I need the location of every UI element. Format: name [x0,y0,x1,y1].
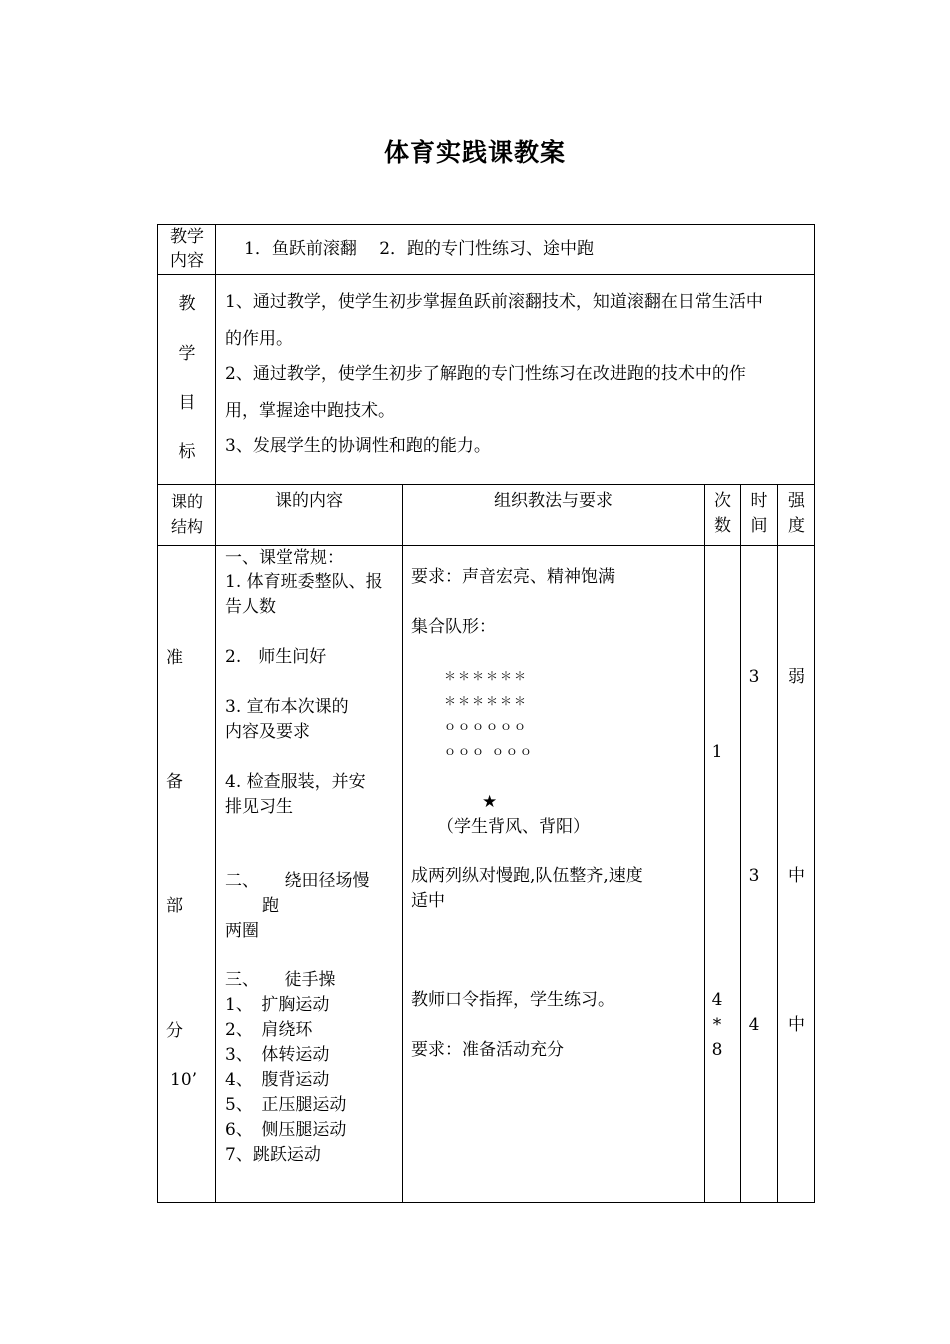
section-char: 分 [166,1021,183,1041]
requirement-text: 要求：准备活动充分 [411,1040,564,1060]
list-item: 2. 师生问好 [225,647,327,667]
teacher-star-icon: ★ [482,792,498,812]
column-divider [740,484,741,1203]
content-label-2: 内容 [170,251,204,271]
exercise-item: 5、 正压腿运动 [225,1095,347,1115]
header-content: 课的内容 [275,491,343,511]
row-divider [157,484,815,485]
formation-note: （学生背风、背阳） [437,817,590,837]
objective-line: 2、通过教学，使学生初步了解跑的专门性练习在改进跑的技术中的作 [225,364,746,384]
exercise-item: 4、 腹背运动 [225,1070,330,1090]
header-structure: 课的 [170,492,203,511]
header-intensity: 强 [788,491,805,511]
list-item: 内容及要求 [225,722,310,742]
intensity-value: 弱 [788,667,805,687]
objective-label-char: 教 [178,294,196,314]
exercise-method: 教师口令指挥，学生练习。 [411,990,615,1010]
exercise-item: 7、跳跃运动 [225,1145,321,1165]
header-method: 组织教法与要求 [494,491,613,511]
list-item: 4. 检查服装，并安 [225,772,366,792]
formation-row: ＊＊＊＊＊＊ [444,669,529,683]
formation-row: ｏｏｏ ｏｏｏ [444,744,534,758]
count-value: 8 [711,1040,723,1060]
header-intensity: 度 [788,516,805,536]
column-divider [704,484,705,1203]
jog-method: 成两列纵对慢跑,队伍整齐,速度 [411,866,643,886]
objective-line: 1、通过教学，使学生初步掌握鱼跃前滚翻技术，知道滚翻在日常生活中 [225,292,763,312]
header-time: 时 [750,491,768,511]
section-char: 准 [166,648,183,668]
time-value: 4 [748,1015,760,1035]
column-divider [777,484,778,1203]
section-char: 备 [166,772,183,792]
objective-label-char: 目 [178,393,196,413]
page-title: 体育实践课教案 [383,138,566,167]
objective-line: 的作用。 [225,329,293,349]
list-item: 1. 体育班委整队、报 [225,572,383,592]
intensity-value: 中 [788,866,805,886]
list-item: 告人数 [225,597,276,617]
exercise-item: 1、 扩胸运动 [225,995,330,1015]
routine-title: 一、课堂常规： [225,548,344,568]
formation-title: 集合队形： [411,617,496,637]
header-time: 间 [750,516,768,536]
formation-row: ｏｏｏｏｏｏ [444,719,529,733]
column-divider [402,484,403,1203]
jog-title: 两圈 [225,921,259,941]
count-value: * [712,1015,722,1035]
objective-line: 3、发展学生的协调性和跑的能力。 [225,436,491,456]
jog-title: 二、 绕田径场慢 [225,871,370,891]
section-duration: 10’ [170,1070,198,1090]
header-structure: 结构 [170,517,203,536]
jog-title: 跑 [262,896,279,916]
time-value: 3 [748,866,760,886]
content-label-1: 教学 [170,227,204,247]
count-value: 1 [711,742,723,762]
header-count: 数 [714,516,731,536]
exercise-title: 三、 徒手操 [225,970,336,990]
column-divider [215,224,216,1203]
formation-row: ＊＊＊＊＊＊ [444,694,529,708]
count-value: 4 [711,990,723,1010]
row-divider [157,274,815,275]
teaching-content-text: 1．鱼跃前滚翻 2．跑的专门性练习、途中跑 [244,239,595,259]
list-item: 3. 宣布本次课的 [225,697,349,717]
exercise-item: 2、 肩绕环 [225,1020,313,1040]
time-value: 3 [748,667,760,687]
list-item: 排见习生 [225,797,293,817]
header-count: 次 [714,491,731,511]
objective-label-char: 学 [178,344,196,364]
jog-method: 适中 [411,891,445,911]
exercise-item: 6、 侧压腿运动 [225,1120,347,1140]
objective-line: 用，掌握途中跑技术。 [225,401,395,421]
objective-label-char: 标 [178,442,196,462]
intensity-value: 中 [788,1015,805,1035]
exercise-item: 3、 体转运动 [225,1045,330,1065]
section-char: 部 [166,896,183,916]
requirement-text: 要求：声音宏亮、精神饱满 [411,567,615,587]
